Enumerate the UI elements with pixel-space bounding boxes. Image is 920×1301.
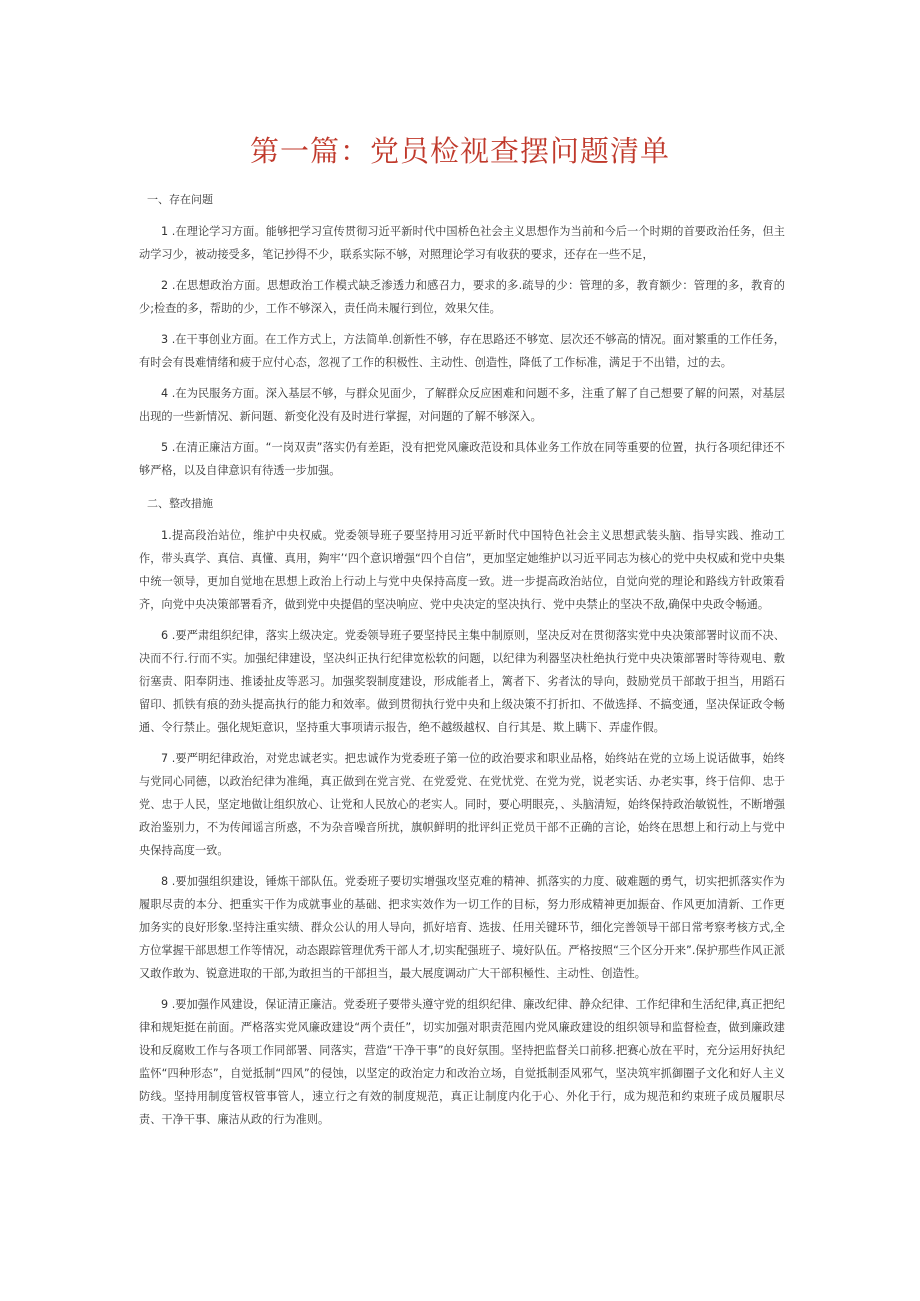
section-heading-measures: 二、整改措施 bbox=[147, 497, 213, 510]
measure-item-8: 8 .要加强组织建设，锤炼干部队伍。党委班子要切实增强攻坚克难的精神、抓落实的力度、破难题的勇气，切实把抓落实作为履职尽责的本分、把重实干作为成就事业的基础、把求实效作为一切工作的目标，努力形成精神更加振奋、作风更加清新、工作更加务实的良好形象.坚持注重实绩、群众公认的用人导向，抓好培育、选拔、任用关键环节，细化完善领导干部日常考察考核方式,全方位掌握干部思想工作等情况，动态跟踪管理优秀干部人才,切实配强班子、境好队伍。严格按照“三个区分开来”.保护那些作风正派又敢作敢为、锐意进取的干部,为敢担当的干部担当，最大展度调动广大干部积極性、主动性、创造性。 bbox=[139, 875, 785, 980]
problem-item-1: 1 .在理论学习方面。能够把学习宣传贯彻习近平新时代中国桥色社会主义思想作为当前和今后一个时期的首要政治任务，但主动学习少，被动接受多，笔记抄得不少，联系实际不够，对照理论学习有收获的要求，还存在一些不足， bbox=[139, 225, 785, 261]
measure-item-7: 7 .要严明纪律政治，对党忠诚老实。把忠诚作为党委班子第一位的政治要求和职业品格，始终站在党的立场上说话做事，始终与党同心同德，以政治纪律为准绳，真正做到在党言党、在党爱党、在党忧党、在党为党，说老实话、办老实事，终于信仰、忠于党、忠于人民，坚定地做让组织放心、让党和人民放心的老实人。同时，要心明眼亮，、头脑清短，始终保持政治敏锐性，不断增强政治鉴别力，不为传闻谣言所惑，不为杂音噪音所扰，旗帜鲜明的批评纠正党员干部不正确的言论，始终在思想上和行动上与党中央保持高度一致。 bbox=[139, 752, 785, 857]
problem-item-5: 5 .在清正廉洁方面。“一岗双责”落实仍有差距，没有把党风廉政范设和具体业务工作放在同等重要的位置，执行各项纪律还不够严格，以及自律意识有待透一步加强。 bbox=[139, 441, 785, 477]
problem-item-4: 4 .在为民服务方面。深入基层不够，与群众见面少，了解群众反应困难和问题不多，注重了解了自己想要了解的问罴，对基层出现的一些新情况、新问题、新变化没有及时进行掌握，对问题的了解不够深入。 bbox=[139, 387, 785, 423]
problem-item-3: 3 .在干事创业方面。在工作方式上，方法简单.创新性不够，存在思路还不够宽、层次还不够高的情况。面对繁重的工作任务，有时会有畏难情绪和疲于应付心态，忽视了工作的积极性、主动性、创造性，降低了工作标准，满足于不出错，过的去。 bbox=[139, 333, 785, 369]
problem-item-2: 2 .在思想政治方面。思想政治工作模式缺乏渗透力和感召力，要求的多.疏导的少：管理的多，教育额少：管理的多，教育的少;检查的多，帮助的少，工作不够深入，责任尚未履行到位，效果欠佳。 bbox=[139, 279, 785, 315]
measure-item-9: 9 .要加强作风建设，保证清正廉洁。党委班子要带头遵守党的组织纪律、廉改纪律、静众纪律、工作纪律和生活纪律,真正把纪律和规矩挺在前面。严格落实党风廉政建设“两个责任”，切实加强对职责范囤内党风廉政建设的组织领导和监督检查，做到廉政建设和反腐败工作与各项工作同部署、同落实，营造“干净干事”的良好氛围。坚持把监督关口前移.把赛心放在平时，充分运用好执纪监怀“四种形态”，自觉抵制“四风”的侵蚀，以坚定的政治定力和改治立场，自觉抵制歪风邪气，坚决筑牢抓御圈子文化和好人主义防线。坚持用制度管权管事管人，速立行之有效的制度规范，真正让制度内化于心、外化于行，成为规范和约束班子成员履职尽责、干净干事、廉洁从政的行为准则。 bbox=[139, 998, 785, 1126]
document-body bbox=[139, 188, 785, 1131]
measure-item-6: 6 .要严肃组织纪律，落实上级决定。党委领导班子要坚持民主集中制原则，坚决反对在贯彻落实党中央决策部署时议而不决、决而不行.行而不实。加强纪律建设，坚决纠正执行纪律宽松软的问题，以纪律为利器坚决杜绝执行党中央决策部署时等待观电、敷衍塞责、阳奉阴违、推诿扯皮等恶习。加强奖裂制度建设，形成能者上，篱者下、劣者汰的导向，鼓励党员干部敢于担当，用蹈石留印、抓铁有痕的劲头提高执行的能力和效率。做到贯彻执行党中央和上级决策不打折扣、不做选择、不搞变通，坚决保证政令畅通、令行禁止。强化规矩意识，坚持重大事项请示报告，绝不越级越权、自行其是、欺上瞒下、弄虚作假。 bbox=[139, 629, 785, 734]
section-heading-problems: 一、存在问题 bbox=[147, 193, 213, 206]
document-title: 第一篇：党员检视查摆问题清单 bbox=[249, 134, 670, 168]
measure-item-1: 1.提高段治站位，维护中央权威。党委领导班子要坚持用习近平新时代中国特色社会主义思想武装头脑、指导实践、推动工作，带头真学、真信、真懂、真用，夠牢’‘四个意识增强“四个自信”，更加坚定她维护以习近平同志为核心的党中央权威和党中央集中统一领导，更加自觉地在思想上政治上行动上与党中央保持高度一致。进一步提高政治站位，自觉向党的理论和路线方针政策看齐，向党中央决策部署看齐，做到党中央提倡的坚决响应、党中央决定的坚决执行、党中央禁止的坚决不敌,确保中央政令畅通。 bbox=[139, 529, 785, 611]
